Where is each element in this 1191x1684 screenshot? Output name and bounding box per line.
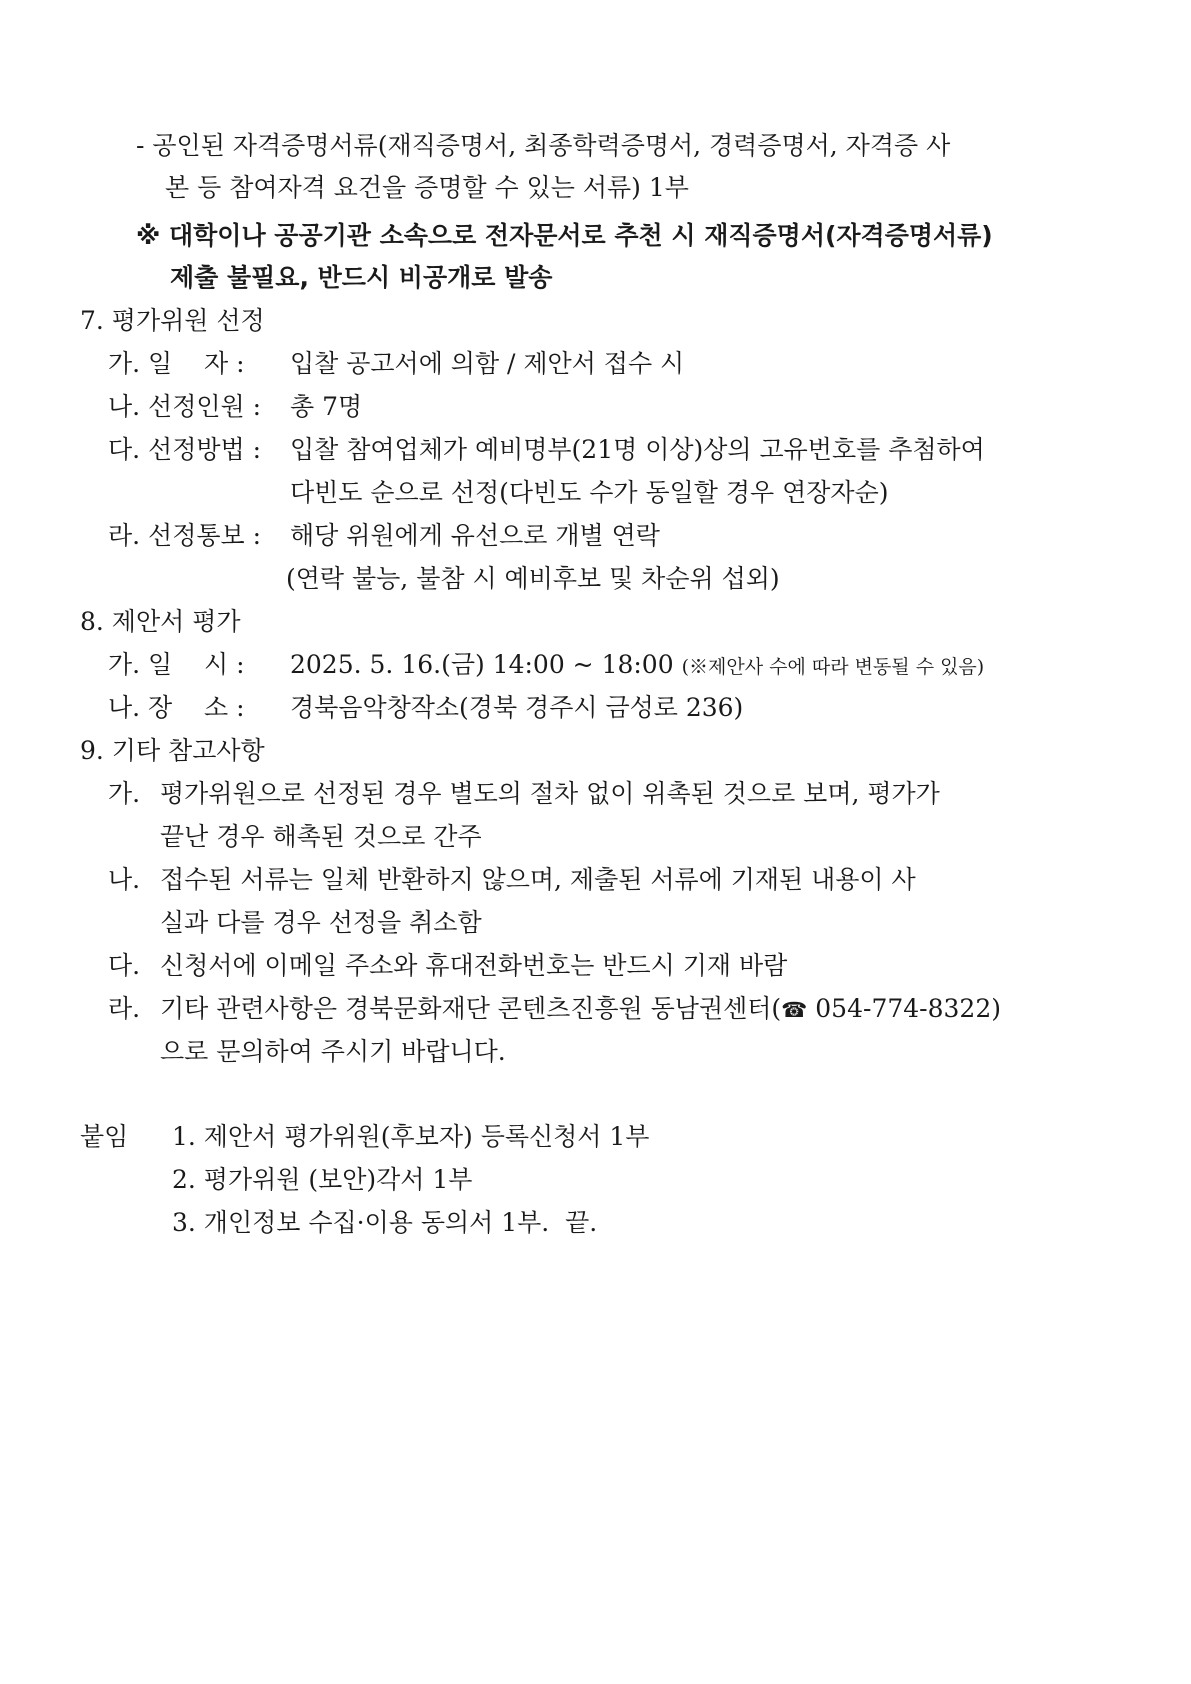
section-9-item-text: 평가위원으로 선정된 경우 별도의 절차 없이 위촉된 것으로 보며, 평가가 — [160, 779, 940, 808]
attachments-label: 붙임 — [80, 1122, 129, 1151]
section-7-item-text-continued: 다빈도 순으로 선정(다빈도 수가 동일할 경우 연장자순) — [290, 478, 889, 507]
section-8-item-text: 경북음악창작소(경북 경주시 금성로 236) — [290, 693, 744, 722]
contact-phone-number: 054-774-8322) — [807, 994, 1001, 1023]
notice-line-2: 제출 불필요, 반드시 비공개로 발송 — [170, 263, 553, 292]
section-8-item-label: 나. 장 소 : — [108, 693, 245, 722]
qualification-line-2: 본 등 참여자격 요건을 증명할 수 있는 서류) 1부 — [165, 173, 689, 202]
attachment-item: 1. 제안서 평가위원(후보자) 등록신청서 1부 — [172, 1122, 650, 1151]
section-9-item-label: 라. — [108, 994, 141, 1023]
evaluation-datetime-note: (※제안사 수에 따라 변동될 수 있음) — [681, 656, 985, 678]
section-7-title: 7. 평가위원 선정 — [80, 306, 265, 335]
qualification-line-1: - 공인된 자격증명서류(재직증명서, 최종학력증명서, 경력증명서, 자격증 사 — [136, 131, 951, 160]
section-9-item-text: 접수된 서류는 일체 반환하지 않으며, 제출된 서류에 기재된 내용이 사 — [160, 865, 916, 894]
section-7-item-text-continued: (연락 불능, 불참 시 예비후보 및 차순위 섭외) — [286, 564, 780, 593]
section-7-item-text: 입찰 참여업체가 예비명부(21명 이상)상의 고유번호를 추첨하여 — [290, 435, 985, 464]
section-9-item-text-continued: 실과 다를 경우 선정을 취소함 — [160, 908, 482, 937]
section-9-item-label: 다. — [108, 951, 141, 980]
section-8-item-text — [290, 643, 984, 689]
section-7-item-text: 해당 위원에게 유선으로 개별 연락 — [290, 521, 660, 550]
section-9-item-text: 신청서에 이메일 주소와 휴대전화번호는 반드시 기재 바람 — [160, 951, 788, 980]
attachment-item: 2. 평가위원 (보안)각서 1부 — [172, 1165, 473, 1194]
section-7-item-text: 입찰 공고서에 의함 / 제안서 접수 시 — [290, 349, 685, 378]
telephone-icon: ☎ — [781, 998, 808, 1022]
section-7-item-label: 라. 선정통보 : — [108, 521, 262, 550]
section-9-item-text — [160, 987, 1001, 1032]
notice-line-1: ※ 대학이나 공공기관 소속으로 전자문서로 추천 시 재직증명서(자격증명서류) — [136, 221, 993, 250]
section-7-item-text: 총 7명 — [290, 392, 363, 421]
evaluation-datetime: 2025. 5. 16.(금) 14:00 ~ 18:00 — [290, 650, 674, 679]
section-7-item-label: 다. 선정방법 : — [108, 435, 262, 464]
section-7-item-label: 나. 선정인원 : — [108, 392, 262, 421]
section-7-item-label: 가. 일 자 : — [108, 349, 245, 378]
section-9-item-label: 가. — [108, 779, 141, 808]
section-9-item-text-continued: 으로 문의하여 주시기 바랍니다. — [160, 1037, 506, 1066]
section-9-item-text-continued: 끝난 경우 해촉된 것으로 간주 — [160, 822, 482, 851]
contact-text: 기타 관련사항은 경북문화재단 콘텐츠진흥원 동남권센터( — [160, 994, 782, 1023]
section-8-item-label: 가. 일 시 : — [108, 650, 245, 679]
section-9-item-label: 나. — [108, 865, 141, 894]
section-9-title: 9. 기타 참고사항 — [80, 736, 265, 765]
attachment-item: 3. 개인정보 수집·이용 동의서 1부. 끝. — [172, 1208, 598, 1237]
section-8-title: 8. 제안서 평가 — [80, 607, 241, 636]
